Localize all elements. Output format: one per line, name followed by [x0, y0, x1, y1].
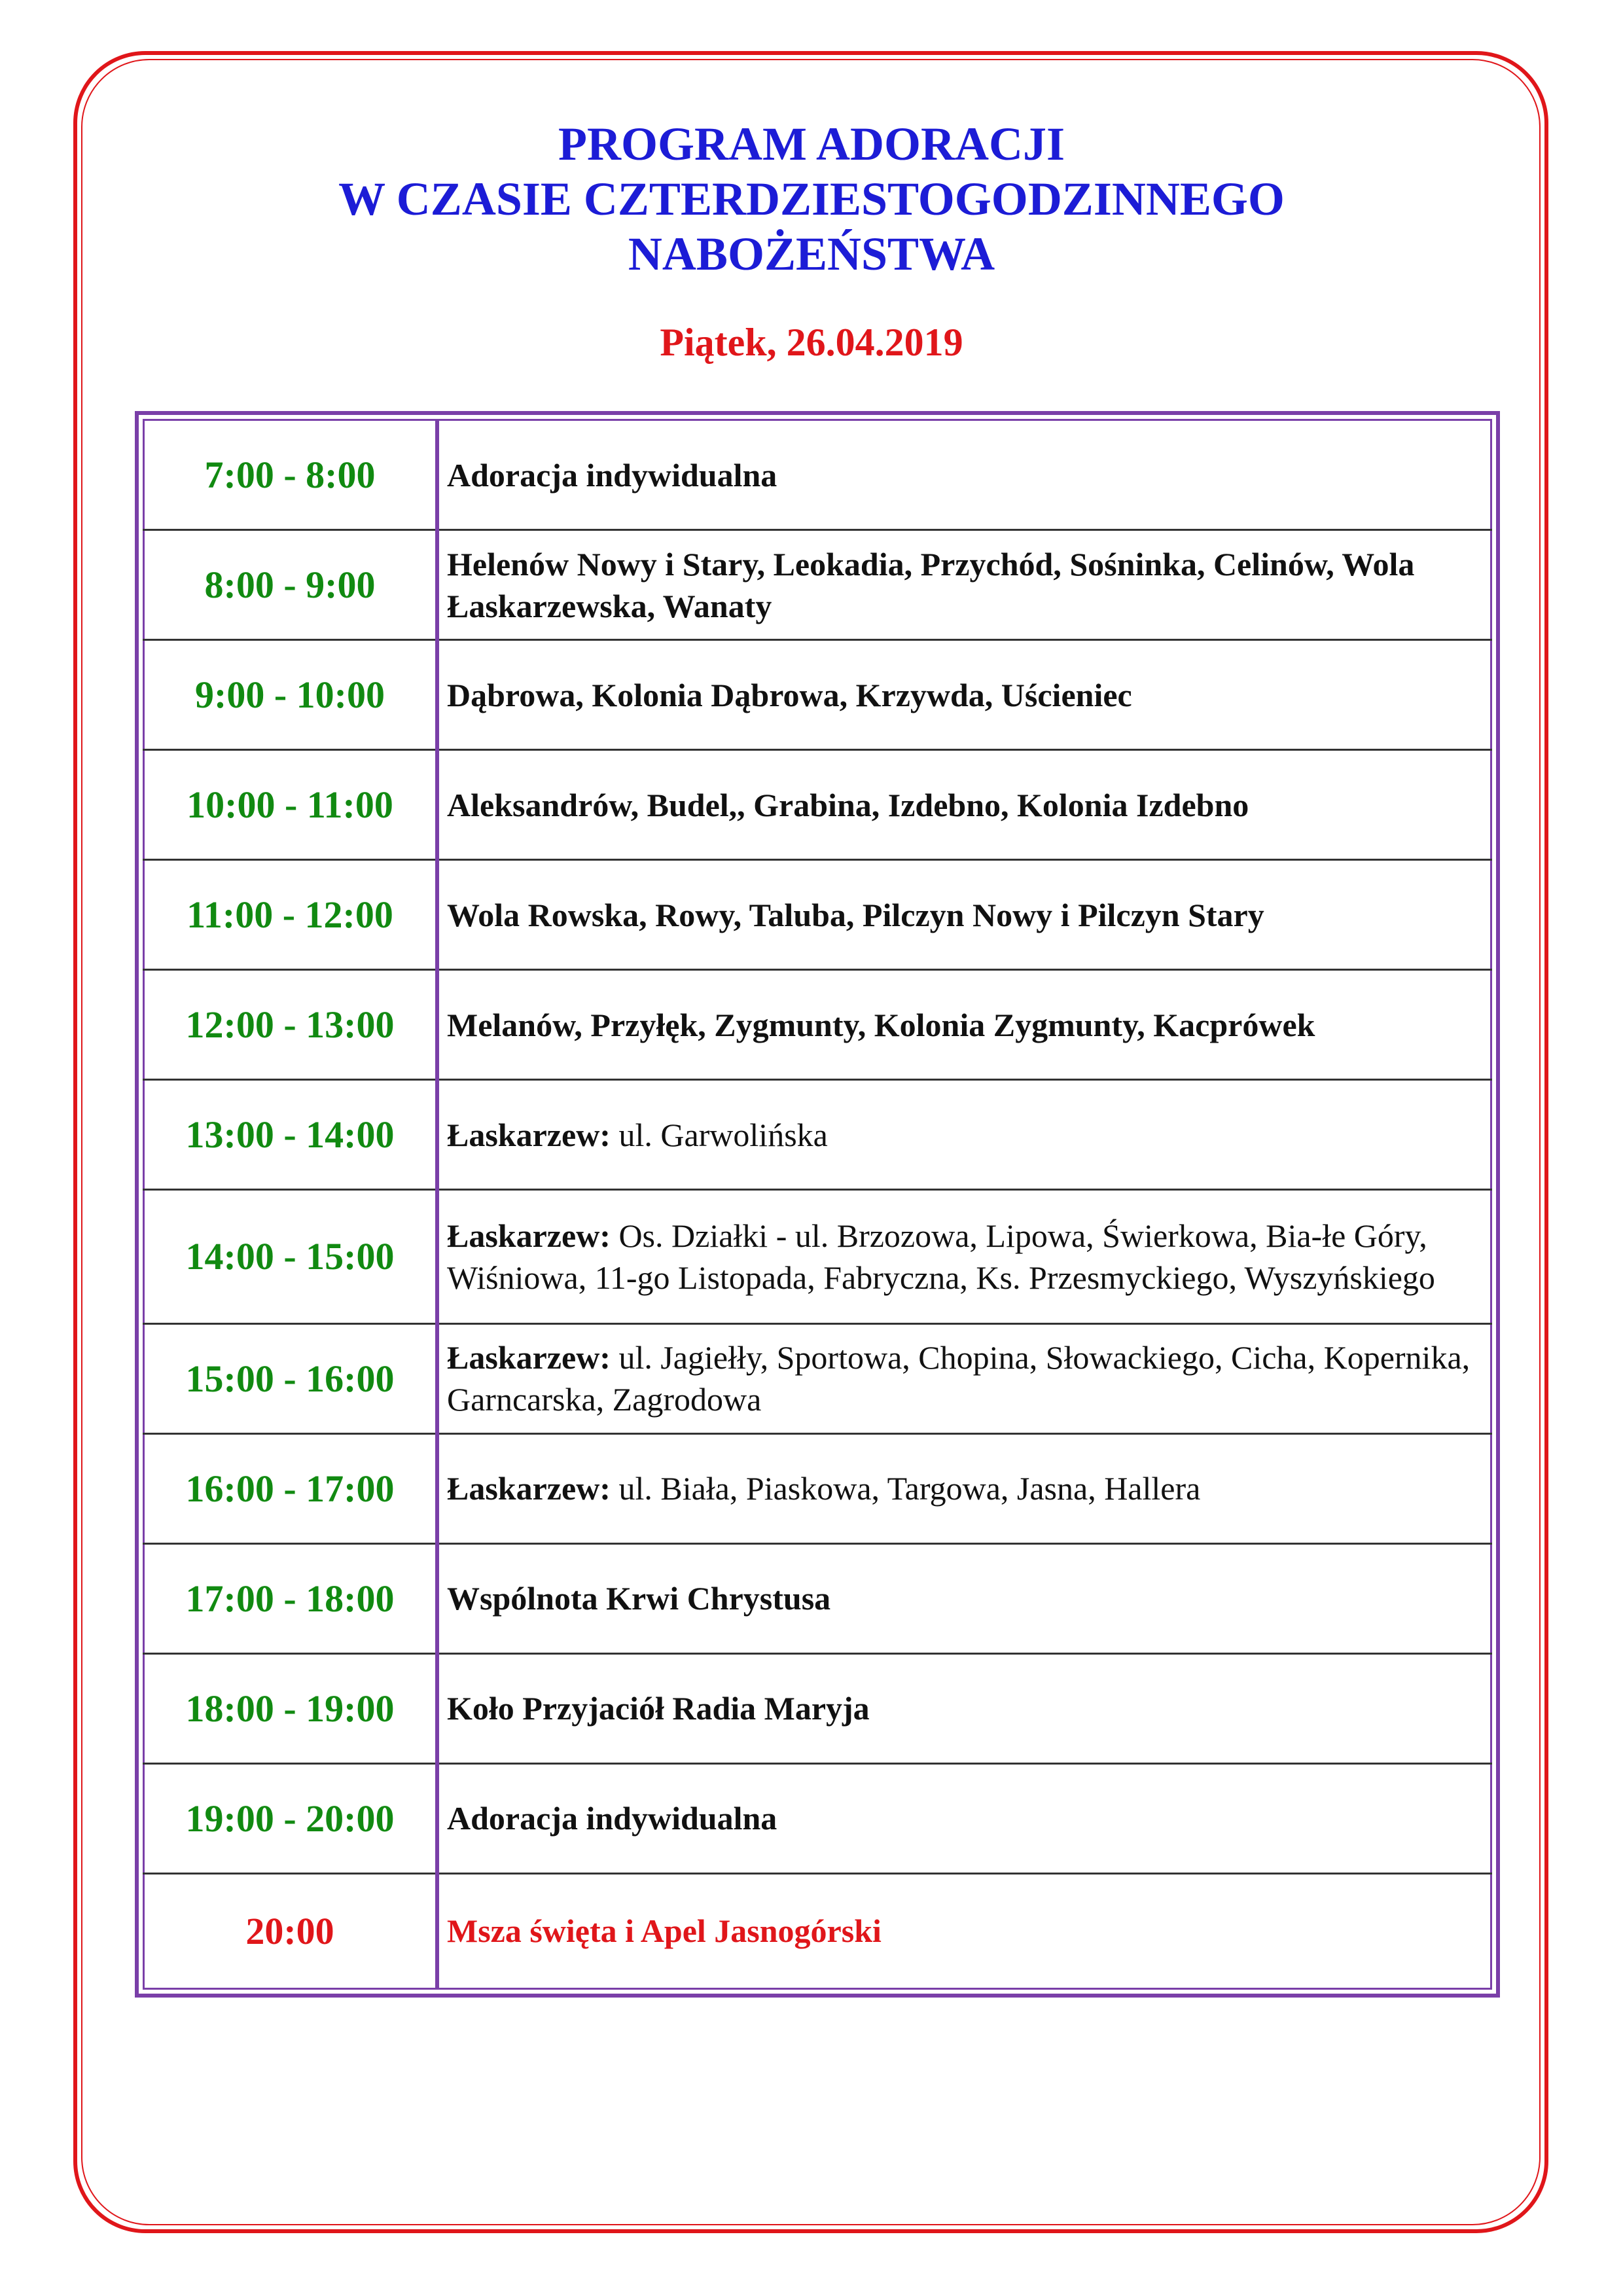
schedule-time: 16:00 - 17:00: [144, 1433, 438, 1543]
schedule-group-bold: Wola Rowska, Rowy, Taluba, Pilczyn Nowy i Pilczyn Stary: [447, 896, 1264, 933]
schedule-description: [437, 420, 1491, 530]
schedule-description: [437, 1190, 1491, 1323]
schedule-row: [144, 530, 1491, 640]
schedule-row: [144, 970, 1491, 1080]
schedule-time: 10:00 - 11:00: [144, 750, 438, 860]
schedule-row: [144, 1873, 1491, 1988]
schedule-time: 8:00 - 9:00: [144, 530, 438, 640]
schedule-group-bold: Melanów, Przyłęk, Zygmunty, Kolonia Zygmunty, Kacprówek: [447, 1006, 1315, 1043]
schedule-group-bold: Łaskarzew:: [447, 1217, 611, 1254]
schedule-group-bold: Dąbrowa, Kolonia Dąbrowa, Krzywda, Uścieniec: [447, 676, 1132, 713]
schedule-description: [437, 1653, 1491, 1763]
schedule-row: [144, 750, 1491, 860]
schedule-time: 7:00 - 8:00: [144, 420, 438, 530]
schedule-body: [144, 420, 1491, 1989]
schedule-streets: ul. Biała, Piaskowa, Targowa, Jasna, Hallera: [610, 1470, 1201, 1507]
schedule-time: 14:00 - 15:00: [144, 1190, 438, 1323]
title-line-2: W CZASIE CZTERDZIESTOGODZINNEGO: [338, 173, 1285, 225]
schedule-time: 9:00 - 10:00: [144, 640, 438, 750]
schedule-row: [144, 860, 1491, 970]
schedule-group-bold: Wspólnota Krwi Chrystusa: [447, 1580, 831, 1617]
schedule-group-bold: Adoracja indywidualna: [447, 1800, 777, 1837]
schedule-row: [144, 420, 1491, 530]
schedule-group-bold: Koło Przyjaciół Radia Maryja: [447, 1690, 870, 1727]
schedule-description: [437, 530, 1491, 640]
schedule-row: [144, 640, 1491, 750]
schedule-description: [437, 1433, 1491, 1543]
schedule-description: [437, 1543, 1491, 1653]
schedule-table: [143, 419, 1492, 1990]
schedule-date: Piątek, 26.04.2019: [660, 321, 963, 364]
schedule-group-bold: Adoracja indywidualna: [447, 456, 777, 493]
schedule-row: [144, 1763, 1491, 1873]
schedule-description: [437, 1080, 1491, 1190]
schedule-description: [437, 1873, 1491, 1988]
schedule-group-bold: Msza święta i Apel Jasnogórski: [447, 1912, 882, 1950]
schedule-row: [144, 1190, 1491, 1323]
schedule-description: [437, 750, 1491, 860]
schedule-description: [437, 1763, 1491, 1873]
schedule-time: 15:00 - 16:00: [144, 1323, 438, 1433]
title-line-3: NABOŻEŃSTWA: [628, 228, 995, 280]
schedule-time: 18:00 - 19:00: [144, 1653, 438, 1763]
schedule-description: [437, 970, 1491, 1080]
schedule-description: [437, 860, 1491, 970]
schedule-time: 12:00 - 13:00: [144, 970, 438, 1080]
page-title: [0, 117, 1623, 281]
schedule-streets: ul. Jagiełły, Sportowa, Chopina, Słowackiego, Cicha, Kopernika, Garncarska, Zagrodowa: [447, 1339, 1471, 1418]
schedule-description: [437, 1323, 1491, 1433]
schedule-time: 20:00: [144, 1873, 438, 1988]
schedule-group-bold: Aleksandrów, Budel,, Grabina, Izdebno, Kolonia Izdebno: [447, 786, 1249, 823]
schedule-row: [144, 1653, 1491, 1763]
schedule-description: [437, 640, 1491, 750]
schedule-group-bold: Helenów Nowy i Stary, Leokadia, Przychód, Sośninka, Celinów, Wola Łaskarzewska, Wanaty: [447, 545, 1415, 624]
schedule-group-bold: Łaskarzew:: [447, 1116, 611, 1153]
schedule-row: [144, 1323, 1491, 1433]
schedule-group-bold: Łaskarzew:: [447, 1339, 611, 1376]
schedule-group-bold: Łaskarzew:: [447, 1470, 611, 1507]
title-line-1: PROGRAM ADORACJI: [558, 118, 1065, 170]
schedule-row: [144, 1543, 1491, 1653]
schedule-table-frame: [135, 411, 1500, 1998]
schedule-streets: Os. Działki - ul. Brzozowa, Lipowa, Świerkowa, Bia-łe Góry, Wiśniowa, 11-go Listopada, Fabryczna, Ks. Przesmyckiego, Wyszyńskiego: [447, 1217, 1435, 1296]
schedule-row: [144, 1080, 1491, 1190]
schedule-row: [144, 1433, 1491, 1543]
schedule-streets: ul. Garwolińska: [610, 1116, 828, 1153]
schedule-time: 11:00 - 12:00: [144, 860, 438, 970]
schedule-time: 19:00 - 20:00: [144, 1763, 438, 1873]
schedule-time: 17:00 - 18:00: [144, 1543, 438, 1653]
schedule-time: 13:00 - 14:00: [144, 1080, 438, 1190]
